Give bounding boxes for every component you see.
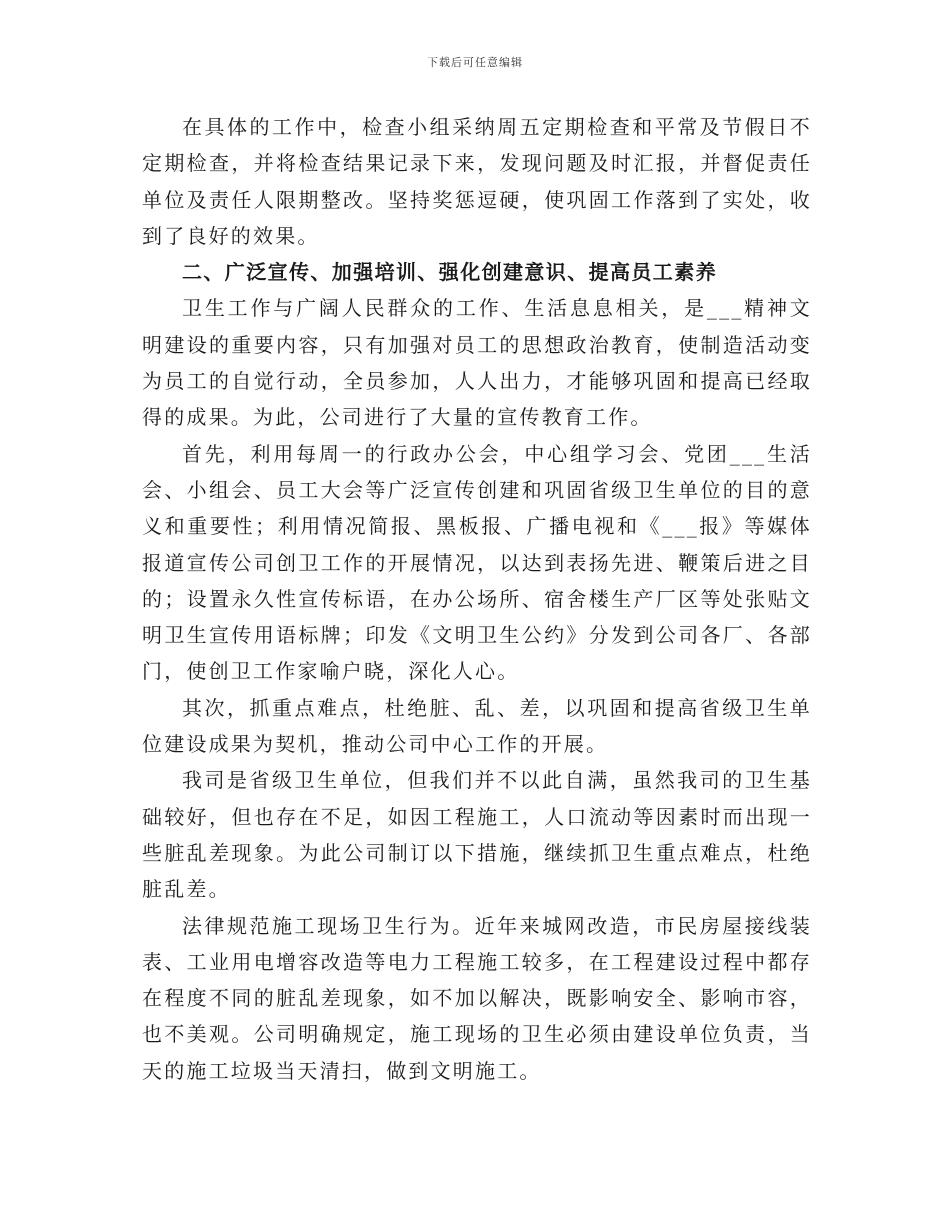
paragraph-second-key-points: 其次，抓重点难点，杜绝脏、乱、差，以巩固和提高省级卫生单位建设成果为契机，推动公司中心工作的开展。 <box>142 695 812 757</box>
page-header: 下载后可任意编辑 <box>427 56 523 69</box>
section-heading: 二、广泛宣传、加强培训、强化创建意识、提高员工素养 <box>182 260 717 285</box>
paragraph-company-measures: 我司是省级卫生单位，但我们并不以此自满，虽然我司的卫生基础较好，但也存在不足，如因工程施工，人口流动等因素时而出现一些脏乱差现象。为此公司制订以下措施，继续抓卫生重点难点，杜绝脏乱差。 <box>142 768 812 902</box>
paragraph-construction-site: 法律规范施工现场卫生行为。近年来城网改造，市民房屋接线装表、工业用电增容改造等电力工程施工较多，在工程建设过程中都存在程度不同的脏乱差现象，如不加以解决，既影响安全、影响市容，也不美观。公司明确规定，施工现场的卫生必须由建设单位负责，当天的施工垃圾当天清扫，做到文明施工。 <box>142 913 812 1083</box>
paragraph-inspection: 在具体的工作中，检查小组采纳周五定期检查和平常及节假日不定期检查，并将检查结果记录下来，发现问题及时汇报，并督促责任单位及责任人限期整改。坚持奖惩逗硬，使巩固工作落到了实处，收到了良好的效果。 <box>142 115 812 248</box>
paragraph-first-publicity: 首先，利用每周一的行政办公会，中心组学习会、党团___生活会、小组会、员工大会等广泛宣传创建和巩固省级卫生单位的目的意义和重要性；利用情况简报、黑板报、广播电视和《___报》等媒体报道宣传公司创卫工作的开展情况，以达到表扬先进、鞭策后进之目的；设置永久性宣传标语，在办公场所、宿舍楼生产厂区等处张贴文明卫生宣传用语标牌；印发《文明卫生公约》分发到公司各厂、各部门，使创卫工作家喻户晓，深化人心。 <box>142 441 812 684</box>
document-body <box>142 109 812 1089</box>
paragraph-hygiene-importance: 卫生工作与广阔人民群众的工作、生活息息相关，是___精神文明建设的重要内容，只有加强对员工的思想政治教育，使制造活动变为员工的自觉行动，全员参加，人人出力，才能够巩固和提高已经取得的成果。为此，公司进行了大量的宣传教育工作。 <box>142 296 812 430</box>
